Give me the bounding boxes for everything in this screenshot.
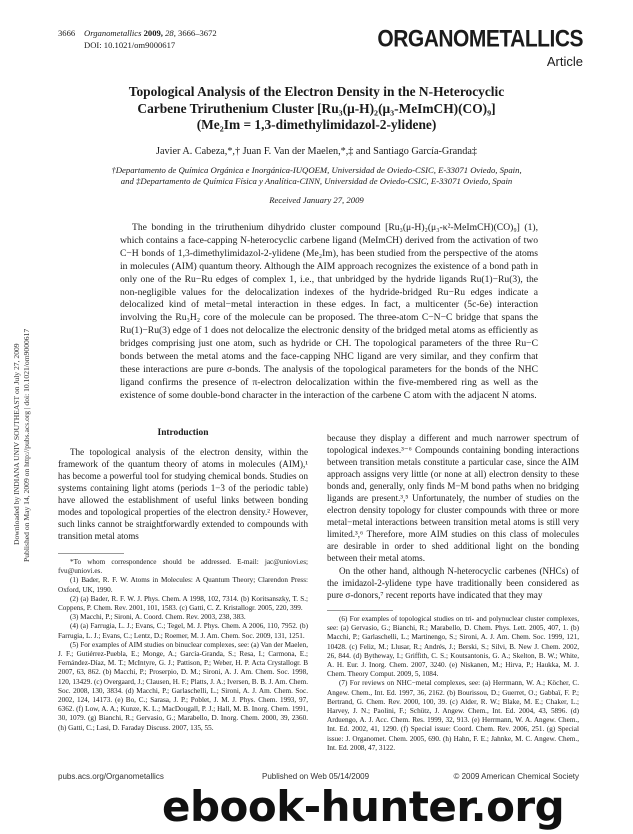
affiliation-line: and ‡Departamento de Química Física y Analítica-CINN, Universidad de Oviedo-CSIC, E-33071 Oviedo, Spain — [120, 176, 513, 186]
affiliations — [50, 165, 583, 187]
reference-item: (2) (a) Bader, R. F. W. J. Phys. Chem. A 1998, 102, 7314. (b) Koritsanszky, T. S.; Coppens, P. Chem. Rev. 2001, 101, 1583. (c) Gatti, C. Z. Kristallogr. 2005, 220, 399. — [58, 594, 308, 613]
watermark: ebook-hunter.org — [162, 782, 565, 831]
authors: Javier A. Cabeza,*,† Juan F. Van der Maelen,*,‡ and Santiago García-Granda‡ — [156, 146, 477, 157]
affiliation-line: †Departamento de Química Orgánica e Inorgánica-IUQOEM, Universidad de Oviedo-CSIC, E-33071 Oviedo, Spain, — [111, 165, 522, 175]
journal-logo — [377, 26, 583, 69]
article-title — [70, 84, 563, 134]
footer-journal-url[interactable]: pubs.acs.org/Organometallics — [58, 772, 164, 781]
references-right — [327, 615, 579, 753]
logo-article: Article — [546, 54, 583, 69]
intro-right-column — [327, 432, 579, 601]
page-number: 3666 — [58, 28, 76, 38]
title-line: (Me₂Im = 1,3-dimethylimidazol-2-ylidene) — [196, 117, 437, 132]
footer-copyright: © 2009 American Chemical Society — [453, 772, 579, 781]
journal-name: Organometallics — [84, 28, 142, 38]
logo-wordmark: ORGANOMETALLICS — [377, 26, 583, 53]
paragraph: The topological analysis of the electron density, within the framework of the quantum theory of atoms in molecules (AIM),¹ has become a powerful tool for studying chemical bonds. Studies on systems containing light atoms (periods 1−3 of the periodic table) have allowed the establishment of useful links between bonding modes and topological properties of the electron density.² However, such links cannot be straightforwardly extended to compounds with transition metal atoms — [58, 447, 308, 542]
reference-item: (1) Bader, R. F. W. Atoms in Molecules: A Quantum Theory; Clarendon Press: Oxford, UK, 1990. — [58, 576, 308, 594]
reference-item: (6) For examples of topological studies on tri- and polynuclear cluster complexes, see: (a) Gervasio, G.; Bianchi, R.; Marabello, D. Chem. Phys. Lett. 2005, 407, 1. (b) Macchi, P.; Garlaschelli, L.; Martinengo, S.; Sironi, A. J. Am. Chem. Soc. 1999, 121, 10428. (c) Feliz, M.; Llusar, R.; Andrés, J.; Berski, S.; Silvi, B. New J. Chem. 2002, 26, 844. (d) Bytheway, I.; Griffith, C. S.; Koutsantonis, G. A.; Skelton, B. W.; White, A. H. Eur. J. Inorg. Chem. 2007, 3240. (e) Niskanen, M.; Hirva, P.; Haukka, M. J. Chem. Theory Comput. 2009, 5, 1084. — [327, 615, 579, 679]
reference-item: (7) For reviews on NHC−metal complexes, see: (a) Herrmann, W. A.; Köcher, C. Angew. Chem., Int. Ed. 1997, 36, 2162. (b) Bourissou, D.; Guerret, O.; Gabbaï, F. P.; Bertrand, G. Chem. Rev. 2000, 100, 39. (c) Alder, R. W.; Blake, M. E.; Chaker, L.; Harvey, J. N.; Paolini, F.; Schütz, J. Angew. Chem., Int. Ed. 2004, 43, 5896. (d) Arduengo, A. J. Acc. Chem. Res. 1999, 32, 913. (e) Herrmann, W. A. Angew. Chem., Int. Ed. 2002, 41, 1290. (f) Special issue: Coord. Chem. Rev. 2006, 251. (g) Special issue: J. Organomet. Chem. 2005, 690. (h) Hahn, F. E.; Jahnke, M. C. Angew. Chem., Int. Ed. 2008, 47, 3122. — [327, 679, 579, 752]
paragraph: On the other hand, although N-heterocyclic carbenes (NHCs) of the imidazol-2-ylidene type have traditionally been considered as pure σ-donors,⁷ recent reports have indicated that they may — [327, 565, 579, 600]
abstract: The bonding in the triruthenium dihydrido cluster compound [Ru₃(μ-H)₂(μ₃-κ²-MeImCH)(CO)₉] (1), which contains a face-capping N-heterocyclic carbene ligand (MeImCH) derived from the activation of two C−H bonds of 1,3-dimethylimidazol-2-ylidene (Me₂Im), has been studied from the perspective of the atoms in molecules (AIM) quantum theory. Although the AIM approach recognizes the existence of a bond path in only one of the Ru−Ru edges of complex 1, i.e., that unbridged by the hydride ligands Ru(1)−Ru(3), the non-negligible values for the delocalization indexes of the hydride-bridged Ru−Ru edges indicate a delocalized kind of metal−metal interaction in these edges. In fact, a multicenter (5c-6e) interaction involving the Ru₃H₂ core of the molecule can be proposed. The three-atom C−N−C bridge that spans the Ru(1)−Ru(3) edge of 1 does not delocalize the electronic density of the bridged metal atoms as efficiently as bridges comprising just one atom, such as hydride or CH. The topological parameters of the three Ru−C bonds between the metal atoms and the face-capping NHC ligand are very similar, and they confirm that these interactions are pure σ-bonds. The analysis of the topological parameters for the bonds of the NHC ligand confirms the presence of π-electron delocalization within the five-membered ring as well as the existence of some double-bond character in the interaction of the carbene C atom with the adjacent N atoms. — [120, 222, 538, 401]
reference-item: (3) Macchi, P.; Sironi, A. Coord. Chem. Rev. 2003, 238, 383. — [70, 613, 246, 622]
reference-item: (4) (a) Farrugia, L. J.; Evans, C.; Tegel, M. J. Phys. Chem. A 2006, 110, 7952. (b) Farrugia, L. J.; Evans, C.; Lentz, D.; Roemer, M. J. Am. Chem. Soc. 2009, 131, 1251. — [58, 622, 308, 640]
reference-item: *To whom correspondence should be addressed. E-mail: jac@uniovi.es; fvu@uniovi.es. — [58, 558, 308, 576]
publication-note: Published on May 14, 2009 on http://pubs.acs.org | doi: 10.1021/om9000617 — [22, 328, 31, 562]
title-line: Carbene Triruthenium Cluster [Ru₃(μ-H)₂(μ₃-MeImCH)(CO)₉] — [137, 100, 496, 116]
reference-item: (5) For examples of AIM studies on binuclear complexes, see: (a) Van der Maelen, J. F.; Gutiérrez-Puebla, E.; Monge, A.; García-Granda, S.; Resa, I.; Carmona, E.; Fernández-Díaz, M. T.; McIntyre, G. J.; Pattison, P.; Weber, H. P. Acta Crystallogr. B 2007, 63, 862. (b) Macchi, P.; Proserpio, D. M.; Sironi, A. J. Am. Chem. Soc. 1998, 120, 13429. (c) Overgaard, J.; Clausen, H. F.; Platts, J. A.; Iversen, B. B. J. Am. Chem. Soc. 2008, 130, 3834. (d) Macchi, P.; Garlaschelli, L.; Sironi, A. J. Am. Chem. Soc. 2002, 124, 14173. (e) Bo, C.; Sarasa, J. P.; Poblet, J. M. J. Phys. Chem. 1993, 97, 6362. (f) Low, A. A.; Kunze, K. L.; MacDougall, P. J.; Hall, M. B. Inorg. Chem. 1991, 30, 1079. (g) Bianchi, R.; Gervasio, G.; Marabello, D. Inorg. Chem. 2000, 39, 2360. (h) Gatti, C.; Lasi, D. Faraday Discuss. 2007, 135, 55. — [58, 640, 308, 732]
footer-publish-date: Published on Web 05/14/2009 — [262, 772, 370, 781]
received-date: Received January 27, 2009 — [269, 195, 364, 205]
footnote-rule — [327, 610, 393, 611]
intro-left-column — [58, 446, 308, 542]
section-heading-introduction: Introduction — [157, 428, 209, 438]
doi: DOI: 10.1021/om9000617 — [84, 40, 176, 50]
journal-citation — [84, 28, 217, 39]
journal-year: 2009, — [143, 28, 163, 38]
download-note: Downloaded by INDIANA UNIV SOUTHEAST on July 27, 2009 — [12, 343, 21, 545]
paragraph: because they display a different and much narrower spectrum of topological indexes.³⁻⁶ Compounds containing bonding interactions between transition metals constitute a particular case, since the AIM approach assigns very little (or none at all) electron density to these bonds and, generally, only finds M−M bond paths when no bridging ligands are present.³,⁵ Unfortunately, the number of studies on the electron density topology for cluster compounds with three or more metal−metal interactions between transition metal atoms is still very limited.³,⁶ Therefore, more AIM studies on this class of molecules are desirable in order to shed additional light on the bonding between their metal atoms. — [327, 433, 579, 564]
title-line: Topological Analysis of the Electron Density in the N-Heterocyclic — [128, 84, 505, 99]
journal-volume: 28, — [165, 28, 176, 38]
references-left — [58, 558, 308, 733]
journal-pages: 3666–3672 — [178, 28, 217, 38]
footnote-rule — [58, 553, 124, 554]
